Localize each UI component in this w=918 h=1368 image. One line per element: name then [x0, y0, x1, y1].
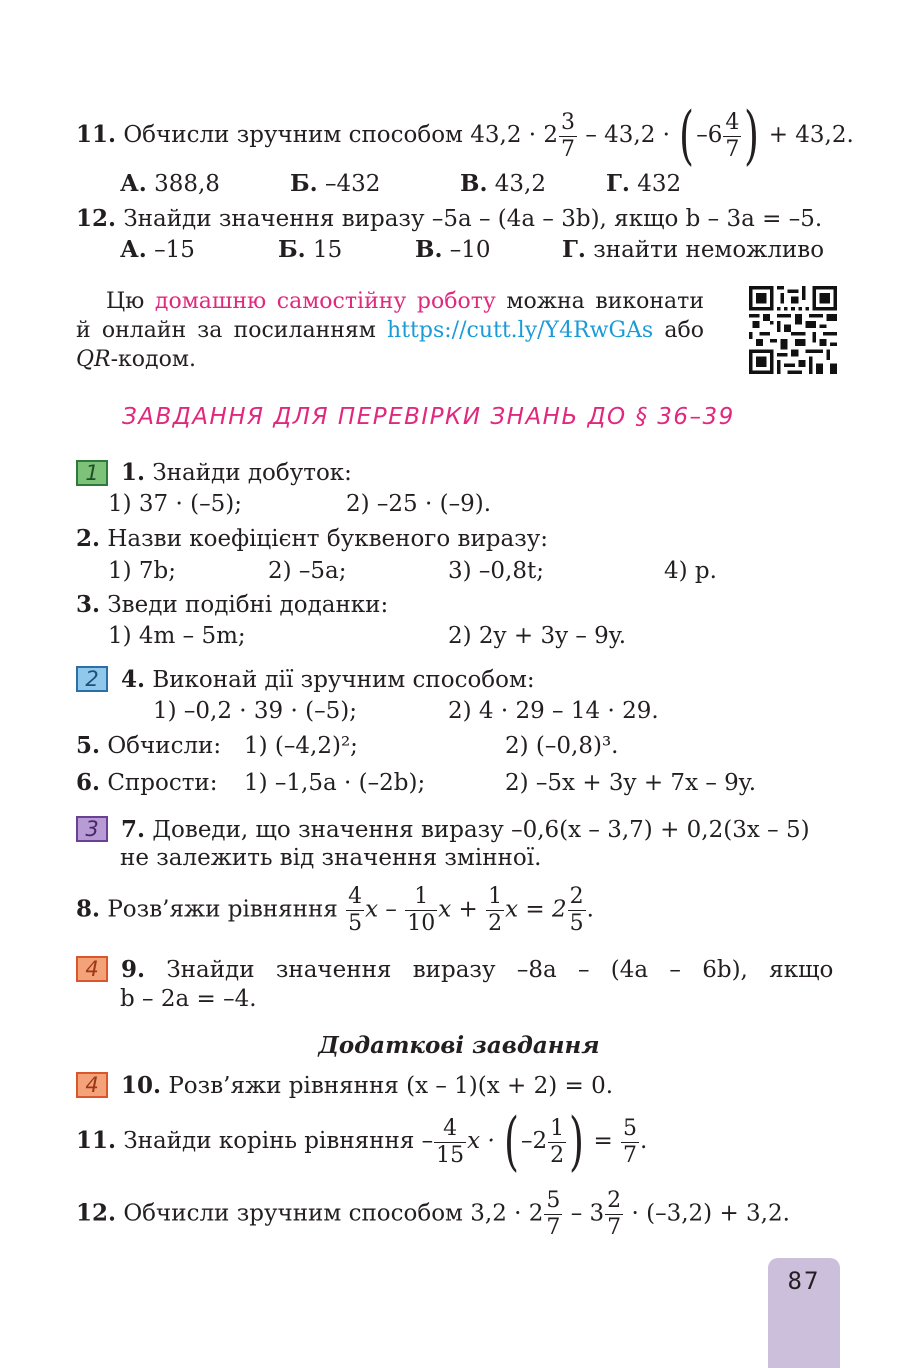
prev-task-11-options: А. 388,8 — [120, 170, 220, 197]
fraction: $\frac{1}{10}$ — [407, 884, 436, 936]
task-7-line-2: не залежить від значення змінної. — [120, 845, 542, 871]
level-badge: 4 — [76, 1072, 108, 1098]
option: Г. 432 — [606, 170, 682, 197]
option: В. 43,2 — [460, 170, 546, 197]
homework-link-text: домашню самостійну роботу — [154, 289, 496, 314]
task-3-part-2: 2) 2y + 3y – 9y. — [448, 623, 627, 649]
task-7: 7. Доведи, що значення виразу –0,6(x – 3,7) + 0,2(3x – 5) — [121, 816, 810, 843]
right-paren: ) — [744, 99, 760, 173]
section-heading: ЗАВДАННЯ ДЛЯ ПЕРЕВІРКИ ЗНАНЬ ДО § 36–39 — [122, 404, 735, 430]
left-paren: ( — [504, 1105, 520, 1179]
option: Б. –432 — [290, 170, 381, 197]
task-text: Обчисли зручним способом 43,2 · 2 — [123, 122, 559, 148]
url-link[interactable]: https://cutt.ly/Y4RwGAs — [387, 318, 654, 343]
fraction: $\frac{2}{5}$ — [569, 884, 584, 936]
task-6-part-2: 2) –5x + 3y + 7x – 9y. — [505, 770, 757, 796]
task-6-part-1: 1) –1,5a · (–2b); — [244, 770, 426, 796]
option: Г. знайти неможливо — [562, 236, 825, 263]
qr-code-icon[interactable] — [749, 286, 837, 374]
fraction: $\frac{1}{2}$ — [488, 884, 503, 936]
task-2-part-4: 4) p. — [664, 558, 717, 584]
task-3: 3. Зведи подібні доданки: — [76, 591, 389, 618]
option: В. –10 — [415, 236, 491, 263]
extra-task-11: 11. Знайди корінь рівняння – $\frac{4}{15}$ x · (–2 $\frac{1}{2}$ ) = $\frac{5}{7}$ . — [76, 1105, 648, 1179]
task-2: 2. Назви коефіцієнт буквеного виразу: — [76, 525, 549, 552]
fraction: $\frac{5}{7}$ — [546, 1188, 561, 1240]
extra-tasks-heading: Додаткові завдання — [318, 1032, 600, 1059]
task-2-part-1: 1) 7b; — [108, 558, 177, 584]
task-2-part-3: 3) –0,8t; — [448, 558, 544, 584]
fraction: $\frac{4}{5}$ — [348, 884, 363, 936]
task-9: 9. Знайди значення виразу –8a – (4a – 6b), якщо — [121, 956, 834, 983]
task-1: 1. Знайди добуток: — [121, 459, 352, 486]
task-text: Знайди значення виразу –5a – (4a – 3b), якщо b – 3a = –5. — [123, 206, 823, 232]
task-5: 5. Обчисли: — [76, 732, 222, 759]
fraction: $\frac{4}{7}$ — [725, 109, 740, 162]
task-9-line-2: b – 2a = –4. — [120, 986, 257, 1012]
page-number: 87 — [768, 1258, 840, 1368]
level-badge: 2 — [76, 666, 108, 692]
level-badge: 4 — [76, 956, 108, 982]
task-number: 11. — [76, 121, 117, 148]
prev-task-11: 11. Обчисли зручним способом 43,2 · 2 $\frac{3}{7}$ – 43,2 · (–6 $\frac{4}{7}$ ) + 43,2. — [76, 99, 854, 173]
option: А. –15 — [120, 236, 195, 263]
extra-task-12: 12. Обчисли зручним способом 3,2 · 2 $\frac{5}{7}$ – 3 $\frac{2}{7}$ · (–3,2) + 3,2. — [76, 1188, 790, 1240]
fraction: $\frac{3}{7}$ — [561, 109, 576, 162]
task-4-part-2: 2) 4 · 29 – 14 · 29. — [448, 698, 659, 724]
fraction: $\frac{2}{7}$ — [607, 1188, 622, 1240]
task-4-part-1: 1) –0,2 · 39 · (–5); — [153, 698, 357, 724]
task-4: 4. Виконай дії зручним способом: — [121, 666, 535, 693]
task-5-part-2: 2) (–0,8)³. — [505, 733, 619, 759]
task-6: 6. Спрости: — [76, 769, 218, 796]
task-1-part-2: 2) –25 · (–9). — [346, 491, 492, 517]
level-badge: 3 — [76, 816, 108, 842]
level-badge: 1 — [76, 460, 108, 486]
fraction: $\frac{5}{7}$ — [623, 1115, 638, 1168]
right-paren: ) — [569, 1105, 585, 1179]
task-3-part-1: 1) 4m – 5m; — [108, 623, 246, 649]
prev-task-12 — [76, 204, 822, 234]
fraction: $\frac{4}{15}$ — [436, 1115, 465, 1168]
fraction: $\frac{1}{2}$ — [550, 1115, 565, 1168]
extra-task-10: 10. Розв’яжи рівняння (x – 1)(x + 2) = 0. — [121, 1072, 614, 1099]
task-5-part-1: 1) (–4,2)²; — [244, 733, 358, 759]
online-note: Цю домашню самостійну роботу можна виконати й онлайн за посиланням https://cutt.ly/Y4RwGAs або QR-кодом. — [76, 289, 704, 372]
task-1-part-1: 1) 37 · (–5); — [108, 491, 242, 517]
left-paren: ( — [679, 99, 695, 173]
task-number: 12. — [76, 205, 117, 232]
task-2-part-2: 2) –5a; — [268, 558, 347, 584]
task-8: 8. Розв’яжи рівняння $\frac{4}{5}$ x – $\frac{1}{10}$ x + $\frac{1}{2}$ x = 2 $\frac{2}{5}$ . — [76, 884, 594, 936]
option: Б. 15 — [278, 236, 343, 263]
